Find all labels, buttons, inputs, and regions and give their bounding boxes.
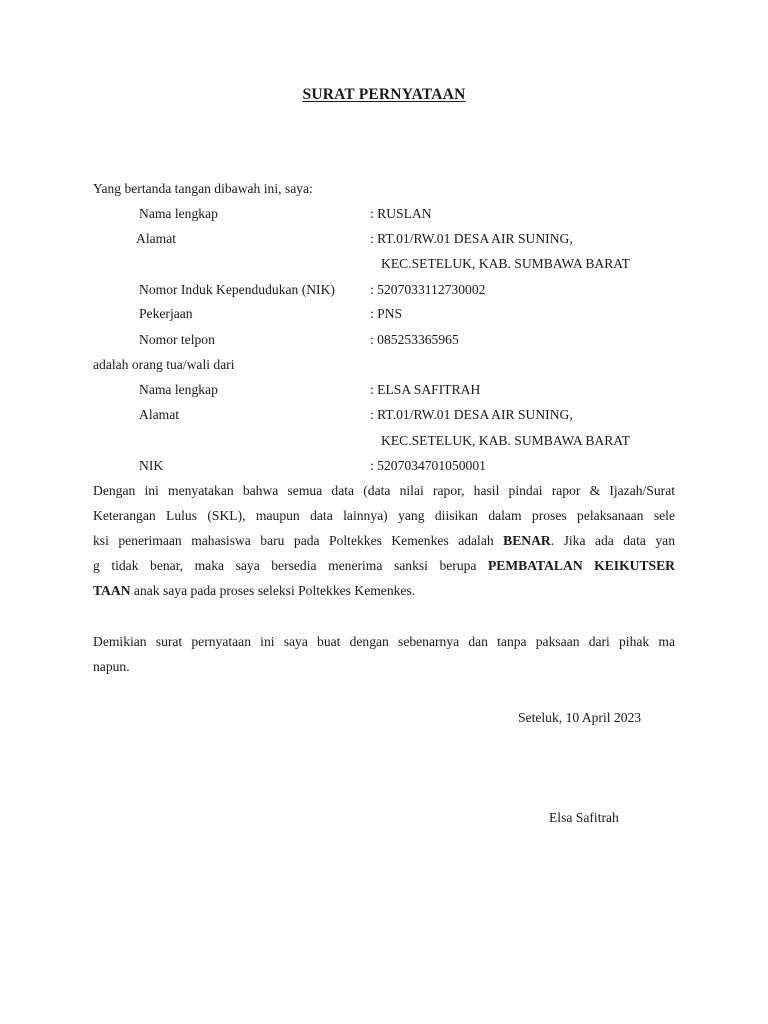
parent-job-label: Pekerjaan — [139, 306, 193, 321]
closing-line-1: Demikian surat pernyataan ini saya buat dengan sebenarnya dan tanpa paksaan dari pihak ma — [93, 634, 675, 649]
parent-nik-label: Nomor Induk Kependudukan (NIK) — [139, 282, 335, 297]
child-address-label: Alamat — [139, 407, 180, 422]
statement-paragraph — [93, 478, 675, 603]
parent-job-value: : PNS — [370, 306, 403, 321]
statement-line-5-text-b: anak saya pada proses seleksi Poltekkes Kemenkes. — [130, 583, 416, 598]
place-date: Seteluk, 10 April 2023 — [518, 710, 642, 725]
page-title: SURAT PERNYATAAN — [302, 86, 466, 103]
child-name-label: Nama lengkap — [139, 382, 218, 397]
statement-pembatalan-bold: PEMBATALAN KEIKUTSER — [487, 558, 675, 573]
statement-benar-bold: BENAR — [503, 533, 551, 548]
intro-text: Yang bertanda tangan dibawah ini, saya: — [93, 181, 313, 196]
closing-paragraph — [93, 629, 675, 679]
parent-phone-value: : 085253365965 — [370, 332, 459, 347]
parent-phone-label: Nomor telpon — [139, 332, 215, 347]
statement-taan-bold: TAAN — [93, 583, 131, 598]
statement-line-4 — [93, 553, 675, 578]
statement-line-3-text-b: . Jika ada data yan — [550, 533, 675, 548]
statement-line-5 — [93, 578, 675, 603]
parent-name-label: Nama lengkap — [139, 206, 218, 221]
child-address-value-2: KEC.SETELUK, KAB. SUMBAWA BARAT — [381, 433, 630, 448]
statement-line-3-text-a: ksi penerimaan mahasiswa baru pada Poltekkes Kemenkes adalah — [93, 533, 504, 548]
statement-line-4-text-a: g tidak benar, maka saya bersedia menerima sanksi berupa — [93, 558, 488, 573]
parent-address-label: Alamat — [136, 231, 177, 246]
child-nik-label: NIK — [139, 458, 164, 473]
statement-line-2: Keterangan Lulus (SKL), maupun data lainnya) yang diisikan dalam proses pelaksanaan sele — [93, 508, 675, 523]
child-address-value-1: : RT.01/RW.01 DESA AIR SUNING, — [370, 407, 573, 422]
parent-name-value: : RUSLAN — [370, 206, 432, 221]
signer-name: Elsa Safitrah — [549, 810, 619, 825]
closing-line-2: napun. — [93, 659, 130, 674]
statement-line-3 — [93, 528, 675, 553]
parent-address-value-1: : RT.01/RW.01 DESA AIR SUNING, — [370, 231, 573, 246]
parent-nik-value: : 5207033112730002 — [370, 282, 486, 297]
child-name-value: : ELSA SAFITRAH — [370, 382, 481, 397]
guardian-of-text: adalah orang tua/wali dari — [93, 357, 235, 372]
child-nik-value: : 5207034701050001 — [370, 458, 486, 473]
statement-line-1: Dengan ini menyatakan bahwa semua data (data nilai rapor, hasil pindai rapor & Ijazah/Surat — [93, 483, 675, 498]
parent-address-value-2: KEC.SETELUK, KAB. SUMBAWA BARAT — [381, 256, 630, 271]
